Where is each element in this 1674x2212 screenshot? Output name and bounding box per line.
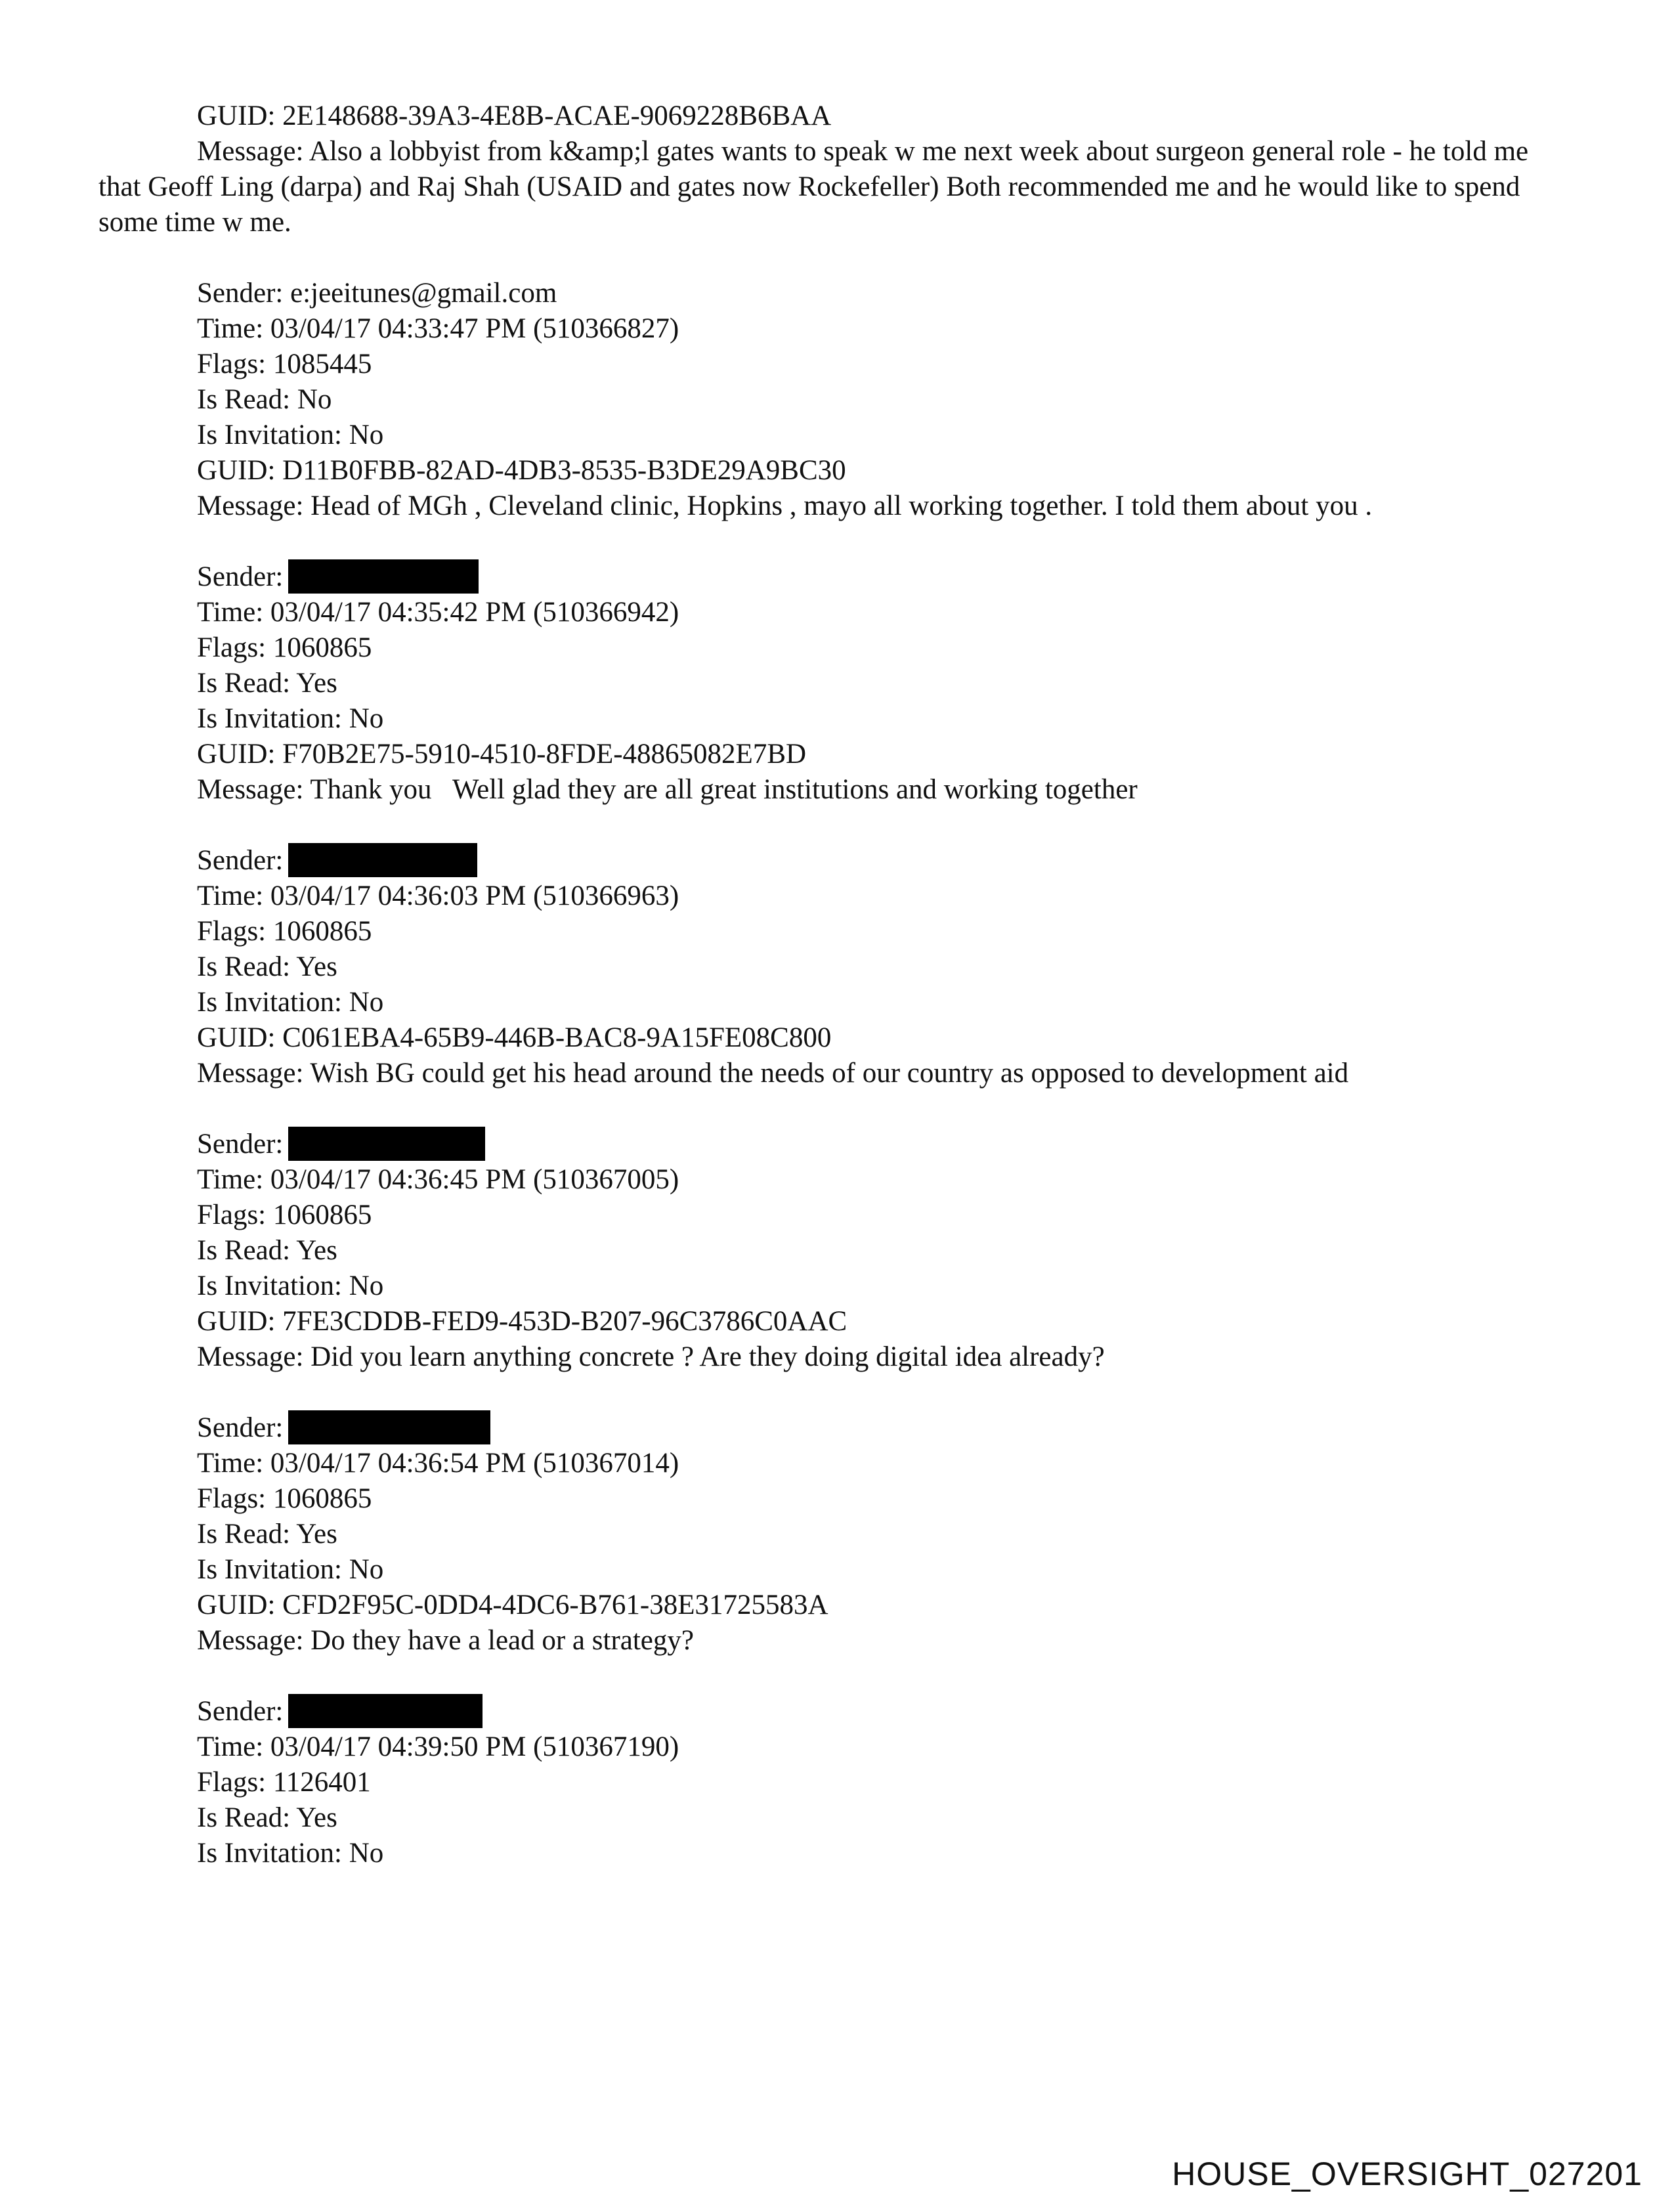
sender-line: Sender: e:jeeitunes@gmail.com [197,278,557,309]
message-line: Message: Head of MGh , Cleveland clinic, Hopkins , mayo all working together. I told them about you . [197,490,1373,521]
guid-line: GUID: 7FE3CDDB-FED9-453D-B207-96C3786C0AAC [197,1306,848,1337]
record-gap [98,1375,1576,1410]
message-line: Message: Wish BG could get his head around the needs of our country as opposed to development aid [197,1058,1349,1089]
is-invitation-line: Is Invitation: No [197,703,384,734]
flags-line: Flags: 1060865 [197,916,372,947]
guid-line: GUID: 2E148688-39A3-4E8B-ACAE-9069228B6BAA [197,100,832,131]
redaction-block [288,1694,483,1728]
message-record [98,559,1576,808]
guid-line: GUID: D11B0FBB-82AD-4DB3-8535-B3DE29A9BC30 [197,455,846,486]
record-gap [98,240,1576,276]
message-line: Message: Did you learn anything concrete ? Are they doing digital idea already? [197,1341,1105,1372]
record-gap [98,524,1576,559]
is-invitation-line: Is Invitation: No [197,1554,384,1585]
flags-line: Flags: 1060865 [197,1200,372,1230]
message-record [98,1127,1576,1375]
message-line: Message: Also a lobbyist from k&amp;l gates wants to speak w me next week about surgeon general role - he told me that Geoff Ling (darpa) and Raj Shah (USAID and gates now Rockefeller) Both recommended me and he would like to spend some time w me. [98,136,1529,238]
sender-row [98,1410,1576,1446]
time-line: Time: 03/04/17 04:36:54 PM (510367014) [197,1448,679,1479]
redaction-block [288,1410,490,1444]
sender-row [98,559,1576,595]
guid-line: GUID: C061EBA4-65B9-446B-BAC8-9A15FE08C800 [197,1022,832,1053]
message-log [98,98,1576,1871]
sender-label: Sender: [197,1129,284,1160]
record-gap [98,1659,1576,1694]
message-record [98,276,1576,524]
is-read-line: Is Read: Yes [197,1802,337,1833]
guid-line: GUID: F70B2E75-5910-4510-8FDE-48865082E7BD [197,739,807,770]
is-invitation-line: Is Invitation: No [197,420,384,450]
message-record-last [98,1694,1576,1871]
message-record [98,843,1576,1091]
time-line: Time: 03/04/17 04:36:03 PM (510366963) [197,880,679,911]
time-line: Time: 03/04/17 04:36:45 PM (510367005) [197,1164,679,1195]
is-read-line: Is Read: Yes [197,1235,337,1266]
is-invitation-line: Is Invitation: No [197,987,384,1018]
sender-row [98,843,1576,878]
record-gap [98,808,1576,843]
bates-number: HOUSE_OVERSIGHT_027201 [1172,2156,1642,2192]
message-line: Message: Thank you Well glad they are all great institutions and working together [197,774,1138,805]
message-line: Message: Do they have a lead or a strategy? [197,1625,694,1656]
sender-label: Sender: [197,561,284,592]
flags-line: Flags: 1060865 [197,632,372,663]
is-read-line: Is Read: No [197,384,332,415]
sender-label: Sender: [197,845,284,876]
flags-line: Flags: 1060865 [197,1483,372,1514]
sender-row [98,1127,1576,1162]
record-gap [98,1091,1576,1127]
redaction-block [288,559,479,594]
message-record-top [98,98,1576,240]
guid-line: GUID: CFD2F95C-0DD4-4DC6-B761-38E31725583A [197,1590,828,1620]
flags-line: Flags: 1126401 [197,1767,371,1798]
message-record [98,1410,1576,1659]
time-line: Time: 03/04/17 04:33:47 PM (510366827) [197,313,679,344]
time-line: Time: 03/04/17 04:39:50 PM (510367190) [197,1731,679,1762]
is-invitation-line: Is Invitation: No [197,1838,384,1869]
is-read-line: Is Read: Yes [197,1519,337,1550]
is-read-line: Is Read: Yes [197,668,337,699]
time-line: Time: 03/04/17 04:35:42 PM (510366942) [197,597,679,628]
sender-label: Sender: [197,1696,284,1727]
redaction-block [288,1127,485,1161]
flags-line: Flags: 1085445 [197,349,372,380]
redaction-block [288,843,477,877]
is-read-line: Is Read: Yes [197,951,337,982]
sender-label: Sender: [197,1412,284,1443]
sender-row [98,1694,1576,1729]
is-invitation-line: Is Invitation: No [197,1270,384,1301]
